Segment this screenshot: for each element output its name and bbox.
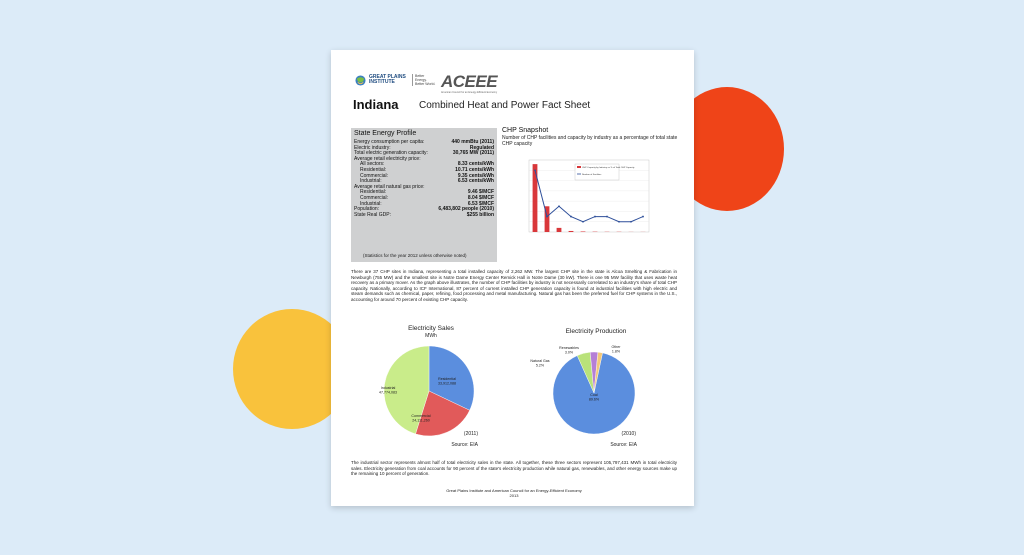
- profile-value: 8.04 $/MCF: [467, 195, 494, 201]
- profile-label: Electric industry:: [354, 144, 391, 151]
- pie-value: 5.2%: [535, 363, 545, 368]
- facilities-point: [594, 216, 596, 218]
- profile-value: Regulated: [469, 144, 494, 151]
- profile-value: 440 mmBtu (2011): [451, 139, 494, 145]
- facilities-point: [558, 205, 560, 207]
- profile-value: 30,765 MW (2011): [452, 150, 494, 157]
- pie-value: 24,111,260: [412, 418, 430, 423]
- pie-value: 33,912,088: [438, 381, 456, 386]
- gpi-name: GREAT PLAINS INSTITUTE: [369, 74, 406, 85]
- aceee-logo: [441, 72, 497, 94]
- aceee-tagline: American Council for an Energy-Efficient Economy: [441, 91, 498, 94]
- profile-label: Residential:: [360, 167, 387, 173]
- footer-year: 2013: [509, 493, 519, 498]
- facilities-point: [618, 221, 620, 223]
- profile-label: Industrial:: [360, 200, 382, 207]
- profile-label: Average retail natural gas price:: [354, 183, 425, 190]
- facilities-point: [534, 169, 536, 171]
- legend-capacity-label: CHP Capacity by Industry as % of Total CHP Capacity: [582, 167, 635, 169]
- production-pie: [530, 345, 635, 434]
- pie-value: 47,774,083: [379, 390, 397, 395]
- chp-snapshot-title: CHP Snapshot: [502, 127, 549, 134]
- profile-label: Population:: [354, 206, 380, 213]
- electricity-sales-chart: [351, 322, 511, 457]
- sales-subtitle: MWh: [425, 333, 437, 339]
- sales-title: Electricity Sales: [408, 325, 454, 332]
- pie-label: Natural Gas: [530, 359, 550, 363]
- electricity-production-chart: [516, 322, 676, 457]
- globe-icon: [355, 75, 366, 86]
- profile-label: State Real GDP:: [354, 211, 391, 218]
- profile-label: Total electric generation capacity:: [354, 150, 428, 157]
- profile-label: Average retail electricity price:: [354, 155, 421, 162]
- aceee-name: ACEEE: [441, 72, 498, 91]
- sales-year: (2011): [463, 431, 478, 437]
- profile-value: $255 billion: [466, 211, 494, 218]
- production-title: Electricity Production: [565, 328, 627, 335]
- profile-value: 6.53 $/MCF: [467, 200, 494, 207]
- gpi-logo: [355, 74, 437, 86]
- profile-value: 9.35 cents/kWh: [457, 172, 494, 179]
- pie-label: Coal: [590, 393, 598, 397]
- profile-label: Commercial:: [360, 195, 389, 201]
- fact-sheet-page: [331, 50, 694, 506]
- profile-value: 10.71 cents/kWh: [455, 167, 494, 173]
- profile-label: Industrial:: [360, 178, 382, 185]
- profile-value: 6,483,802 people (2010): [438, 206, 494, 213]
- footer: [351, 488, 677, 498]
- capacity-bar: [533, 164, 538, 232]
- facilities-point: [570, 216, 572, 218]
- footer-credit: Great Plains Institute and American Council for an Energy-Efficient Economy: [446, 488, 582, 493]
- pie-label: Commercial: [411, 414, 431, 418]
- profile-label: Residential:: [360, 189, 387, 196]
- pie-value: 1.8%: [611, 349, 621, 354]
- sales-pie: [379, 346, 474, 436]
- profile-heading: State Energy Profile: [354, 130, 417, 137]
- production-source: Source: EIA: [610, 442, 637, 448]
- facilities-point: [582, 221, 584, 223]
- body-paragraph-2: The industrial sector represents almost half of total electricity sales in the state. All together, these three sectors represent 105,797,431 MWh in total electricity sales. Electricity generation from coal accounts for 90 percent of the state's electricity production while natural gas, renewables, and other energy sources make up the remaining 10 percent of generation.: [351, 460, 677, 477]
- legend-facilities-label: Number of Facilities: [582, 174, 602, 176]
- page-title: Combined Heat and Power Fact Sheet: [419, 100, 591, 111]
- pie-label: Other: [611, 345, 621, 349]
- chp-snapshot-subtitle: Number of CHP facilities and capacity by industry as a percentage of total state CHP capacity: [502, 135, 678, 147]
- capacity-bar: [581, 231, 586, 232]
- profile-label: All sectors:: [360, 161, 385, 168]
- capacity-bar: [569, 231, 574, 232]
- profile-value: 8.33 cents/kWh: [457, 161, 494, 168]
- facilities-point: [546, 216, 548, 218]
- body-paragraph-1: There are 37 CHP sites in Indiana, representing a total installed capacity of 2,262 MW. The largest CHP site in the state is Alcoa Smelting & Fabrication in Newburgh (755 MW) and the smallest site is Notre Dame Energy Center Remick Hall in Notre Dame (30 kW). There is one 95 MW facility that uses waste heat recovery as a primary mover. As the graph above illustrates, the number of CHP facilities by industry is not necessarily correlated to an industry's share of total CHP capacity. Nationally, according to ICF International, 87 percent of current installed CHP generation capacity is found at industrial facilities with high electric and steam demands such as chemical, paper, refining, food processing and metal manufacturing. Natural gas has been the preferred fuel for CHP systems in the U.S., accounting for around 70 percent of existing CHP capacity.: [351, 269, 677, 302]
- profile-value: 6.53 cents/kWh: [457, 178, 494, 185]
- profile-label: Energy consumption per capita:: [354, 139, 425, 145]
- profile-note: (Statistics for the year 2012 unless otherwise noted): [363, 253, 467, 258]
- chp-snapshot-chart: [511, 155, 671, 260]
- facilities-point: [606, 216, 608, 218]
- legend-capacity-swatch: [577, 166, 581, 168]
- facilities-point: [642, 216, 644, 218]
- facilities-point: [630, 221, 632, 223]
- state-name: Indiana: [353, 97, 399, 112]
- pie-label: Industrial: [380, 386, 396, 390]
- pie-value: 89.6%: [588, 397, 600, 402]
- profile-value: 9.46 $/MCF: [467, 189, 494, 196]
- pie-value: 3.0%: [564, 350, 574, 355]
- pie-label: Renewables: [559, 346, 579, 350]
- sales-source: Source: EIA: [451, 442, 478, 448]
- profile-label: Commercial:: [360, 172, 389, 179]
- capacity-bar: [557, 228, 562, 232]
- production-year: (2010): [621, 431, 636, 437]
- pie-label: Residential: [438, 377, 456, 381]
- gpi-tagline: Better Energy. Better World.: [412, 74, 437, 86]
